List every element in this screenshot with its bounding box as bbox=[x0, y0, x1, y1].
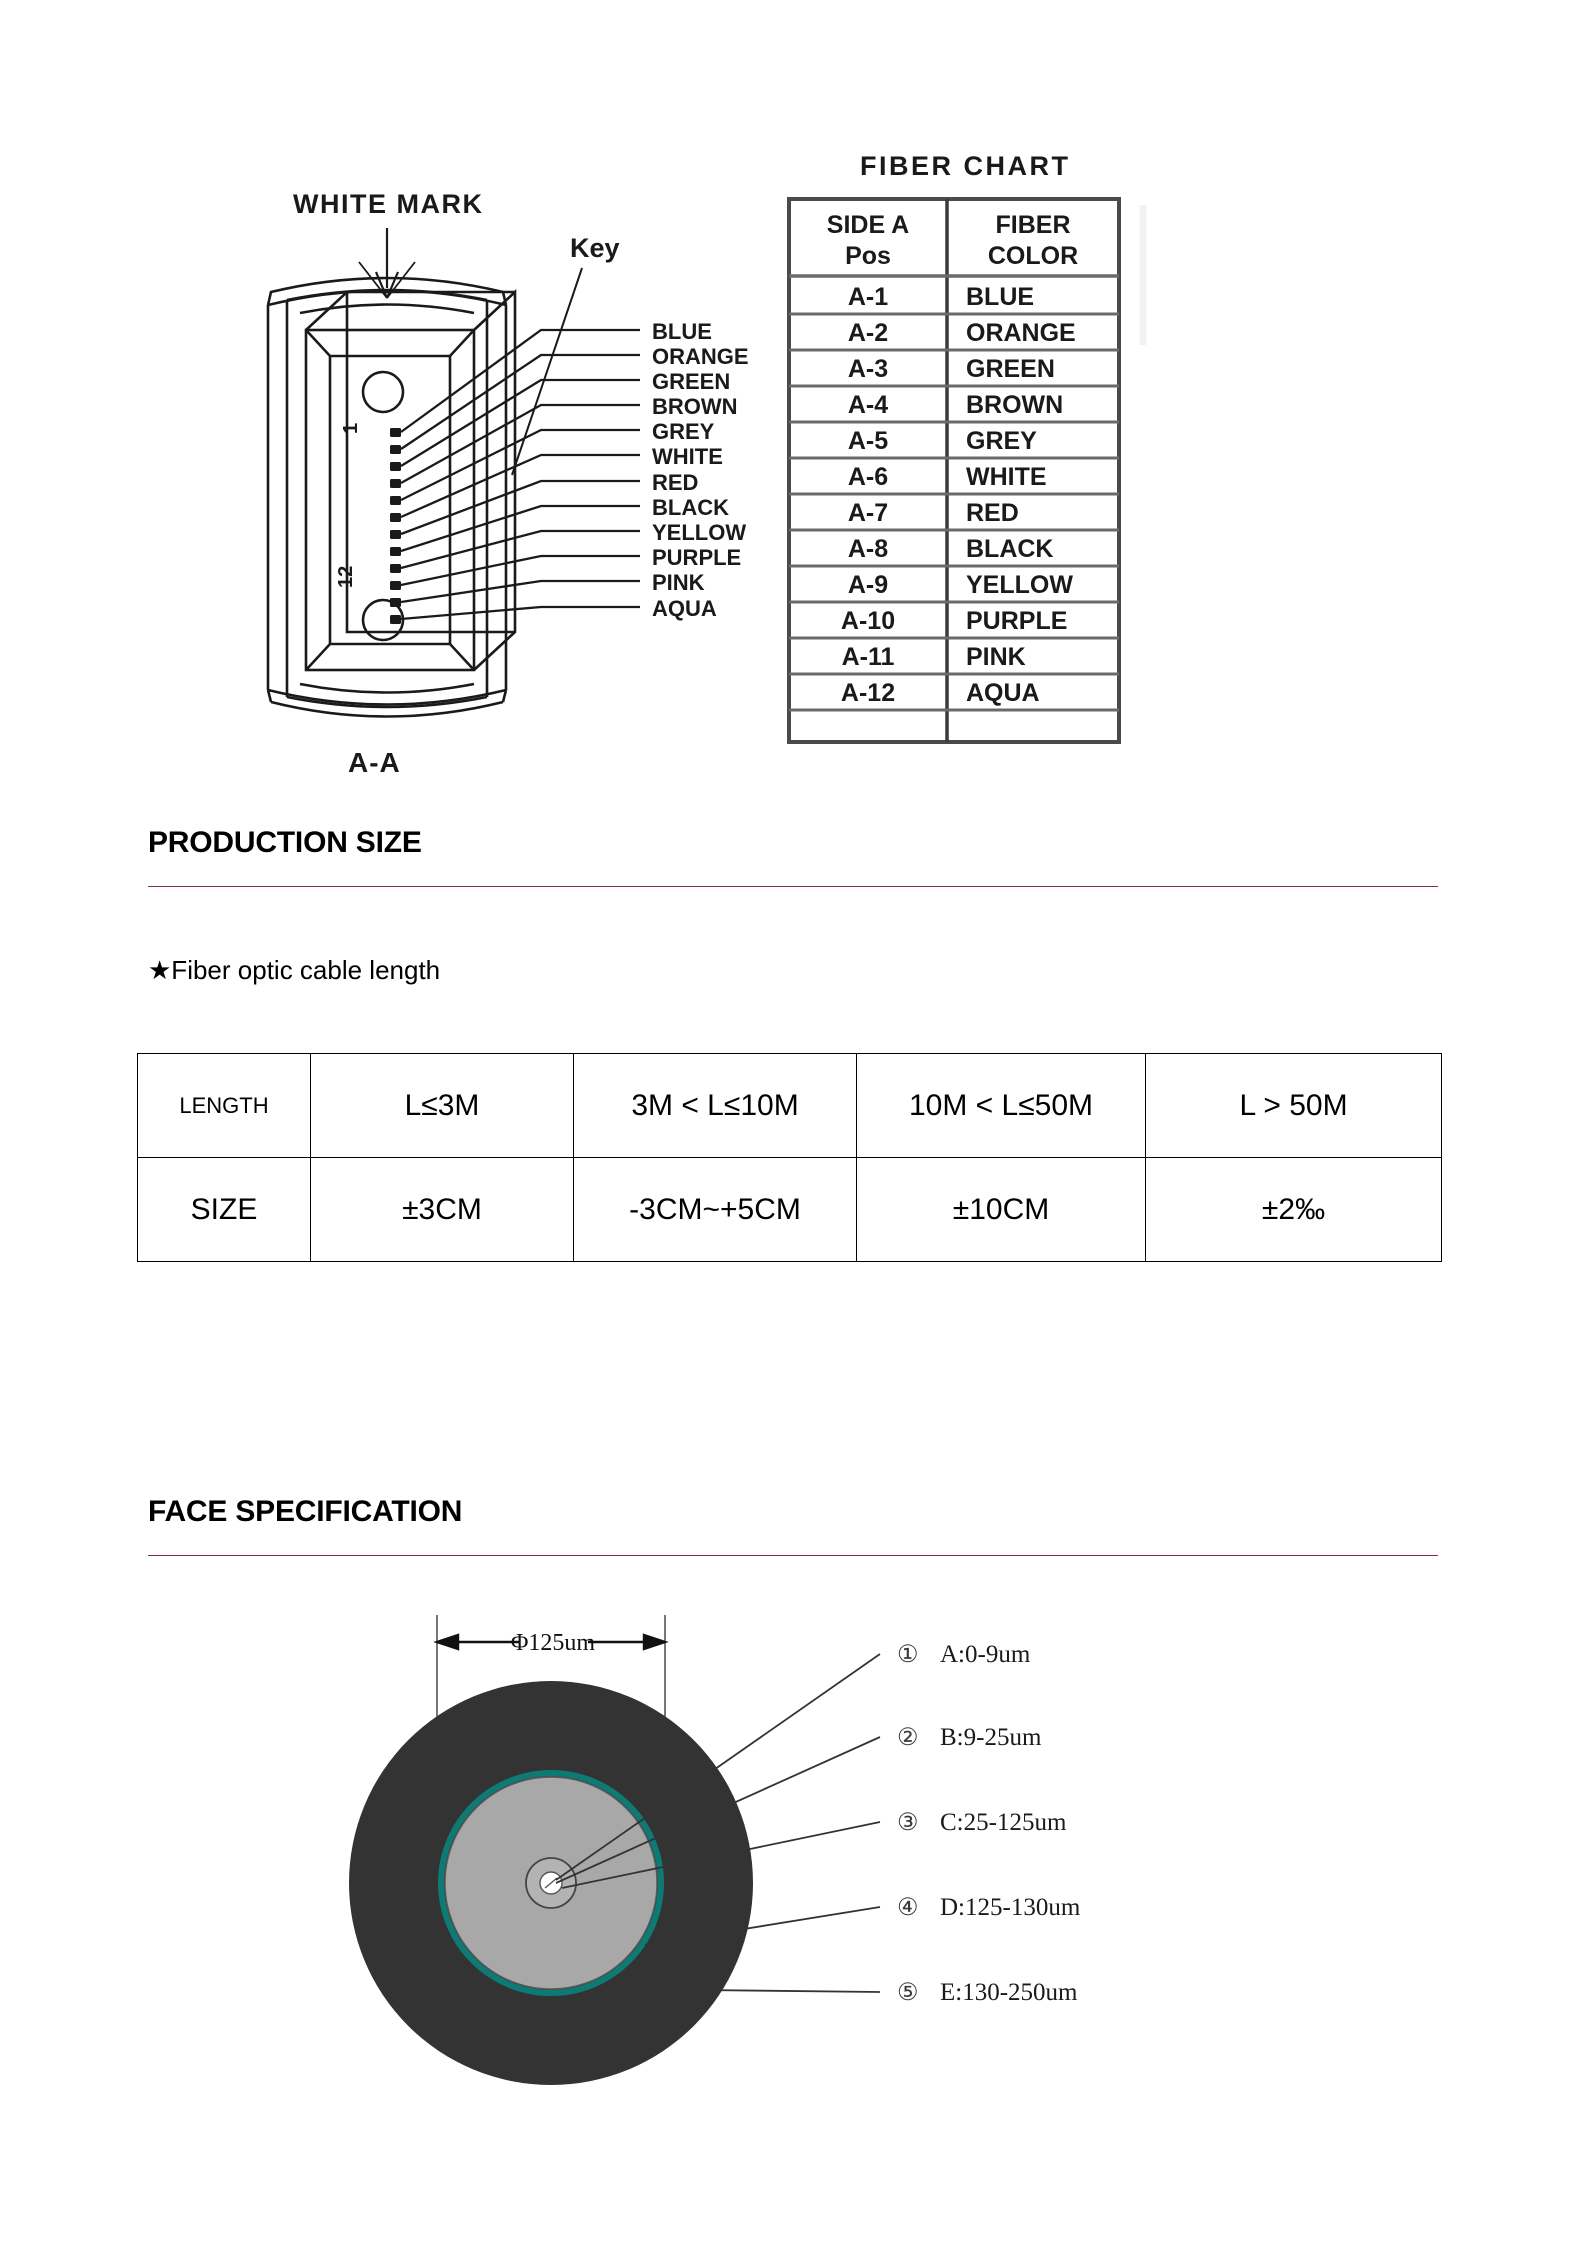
fiber-color-label: BLUE bbox=[652, 319, 712, 344]
production-size-section bbox=[148, 826, 1438, 887]
row-label-size: SIZE bbox=[138, 1158, 311, 1262]
fiber-chart-pos: A-1 bbox=[847, 283, 889, 311]
fiber-chart-color: AQUA bbox=[966, 679, 1040, 707]
legend-label: E:130-250um bbox=[940, 1979, 1078, 2006]
size-tolerance-cell: ±2‰ bbox=[1146, 1158, 1442, 1262]
fiber-chart-pos: A-8 bbox=[847, 535, 889, 563]
fiber-cross-section-svg bbox=[0, 1600, 1587, 2160]
fiber-chart-pos: A-10 bbox=[840, 607, 896, 635]
connector-drawing-block bbox=[0, 0, 1587, 800]
fiber-chart-header-pos: Pos bbox=[845, 242, 891, 270]
fiber-chart-pos: A-9 bbox=[847, 571, 889, 599]
fiber-chart-pos: A-6 bbox=[847, 463, 889, 491]
production-size-heading: PRODUCTION SIZE bbox=[148, 826, 422, 859]
face-specification-divider bbox=[148, 1555, 1438, 1556]
fiber-color-label: GREEN bbox=[652, 369, 731, 394]
legend-number: ① bbox=[897, 1642, 919, 1668]
pin-number-last: 12 bbox=[335, 565, 357, 588]
length-range-cell: 3M < L≤10M bbox=[574, 1054, 857, 1158]
alignment-hole-top bbox=[363, 372, 403, 412]
fiber-chart-pos: A-12 bbox=[840, 679, 896, 707]
fiber-chart-color: GREY bbox=[966, 427, 1037, 455]
fiber-color-label: AQUA bbox=[652, 596, 717, 621]
fiber-color-label-list bbox=[652, 319, 749, 621]
diameter-dimension-label: Φ125um bbox=[510, 1630, 596, 1656]
length-range-cell: 10M < L≤50M bbox=[857, 1054, 1146, 1158]
production-size-note: ★Fiber optic cable length bbox=[148, 955, 441, 985]
pin-number-first: 1 bbox=[340, 422, 362, 434]
fiber-chart-pos: A-2 bbox=[847, 319, 889, 347]
connector-drawing-svg bbox=[0, 0, 1587, 800]
fiber-color-label: YELLOW bbox=[652, 520, 747, 545]
fiber-chart-color: RED bbox=[966, 499, 1019, 527]
fiber-color-label: WHITE bbox=[652, 444, 723, 469]
size-tolerance-cell: ±3CM bbox=[311, 1158, 574, 1262]
fiber-cross-section-block bbox=[0, 1600, 1587, 2160]
fiber-chart-color: ORANGE bbox=[966, 319, 1076, 347]
fiber-color-label: ORANGE bbox=[652, 344, 749, 369]
white-mark-arrow-icon bbox=[359, 228, 415, 298]
fiber-chart-header-side: SIDE A bbox=[826, 211, 910, 239]
table-row bbox=[138, 1158, 1442, 1262]
length-range-cell: L≤3M bbox=[311, 1054, 574, 1158]
face-specification-section bbox=[148, 1495, 1438, 1556]
legend-label: D:125-130um bbox=[940, 1894, 1081, 1921]
fiber-chart-color: PINK bbox=[966, 643, 1026, 671]
fiber-chart-header-color: COLOR bbox=[987, 242, 1079, 270]
fiber-color-label: BLACK bbox=[652, 495, 729, 520]
fiber-chart-color: GREEN bbox=[966, 355, 1055, 383]
fiber-chart-color: BROWN bbox=[966, 391, 1064, 419]
key-leader-line bbox=[512, 268, 582, 475]
fiber-chart-pos: A-3 bbox=[847, 355, 889, 383]
legend-number: ② bbox=[897, 1725, 919, 1751]
fiber-chart-color: YELLOW bbox=[966, 571, 1073, 599]
fiber-chart-table bbox=[789, 199, 1119, 742]
white-mark-label: WHITE MARK bbox=[293, 189, 484, 219]
fiber-leader-lines bbox=[401, 330, 640, 619]
fiber-color-label: PURPLE bbox=[652, 545, 742, 570]
fiber-dot-column bbox=[390, 428, 401, 624]
fiber-chart-color: BLUE bbox=[966, 283, 1035, 311]
table-row bbox=[138, 1054, 1442, 1158]
fiber-chart-pos: A-11 bbox=[841, 643, 895, 671]
fiber-chart-color: BLACK bbox=[966, 535, 1054, 563]
fiber-chart-color: PURPLE bbox=[966, 607, 1068, 635]
legend-label: A:0-9um bbox=[940, 1641, 1031, 1668]
key-label: Key bbox=[570, 233, 620, 263]
row-label-length: LENGTH bbox=[138, 1054, 311, 1158]
fiber-color-label: RED bbox=[652, 470, 699, 495]
size-tolerance-cell: ±10CM bbox=[857, 1158, 1146, 1262]
section-cut-label: A-A bbox=[348, 747, 401, 778]
size-tolerance-cell: -3CM~+5CM bbox=[574, 1158, 857, 1262]
fiber-chart-pos: A-7 bbox=[847, 499, 889, 527]
fiber-chart-pos: A-4 bbox=[847, 391, 889, 419]
legend-number: ④ bbox=[897, 1895, 919, 1921]
legend-number: ⑤ bbox=[897, 1980, 919, 2006]
cross-section-legend bbox=[897, 1641, 1081, 2006]
legend-label: C:25-125um bbox=[940, 1809, 1067, 1836]
legend-label: B:9-25um bbox=[940, 1724, 1042, 1751]
legend-number: ③ bbox=[897, 1810, 919, 1836]
fiber-color-label: GREY bbox=[652, 419, 715, 444]
face-specification-heading: FACE SPECIFICATION bbox=[148, 1495, 463, 1528]
production-size-divider bbox=[148, 886, 1438, 887]
connector-body bbox=[268, 278, 506, 717]
fiber-chart-header-fiber: FIBER bbox=[995, 211, 1071, 239]
fiber-chart-color: WHITE bbox=[966, 463, 1047, 491]
fiber-color-label: BROWN bbox=[652, 394, 738, 419]
length-range-cell: L > 50M bbox=[1146, 1054, 1442, 1158]
fiber-color-label: PINK bbox=[652, 570, 705, 595]
fiber-chart-pos: A-5 bbox=[847, 427, 889, 455]
fiber-chart-title: FIBER CHART bbox=[860, 151, 1071, 181]
production-size-table bbox=[137, 1053, 1442, 1262]
